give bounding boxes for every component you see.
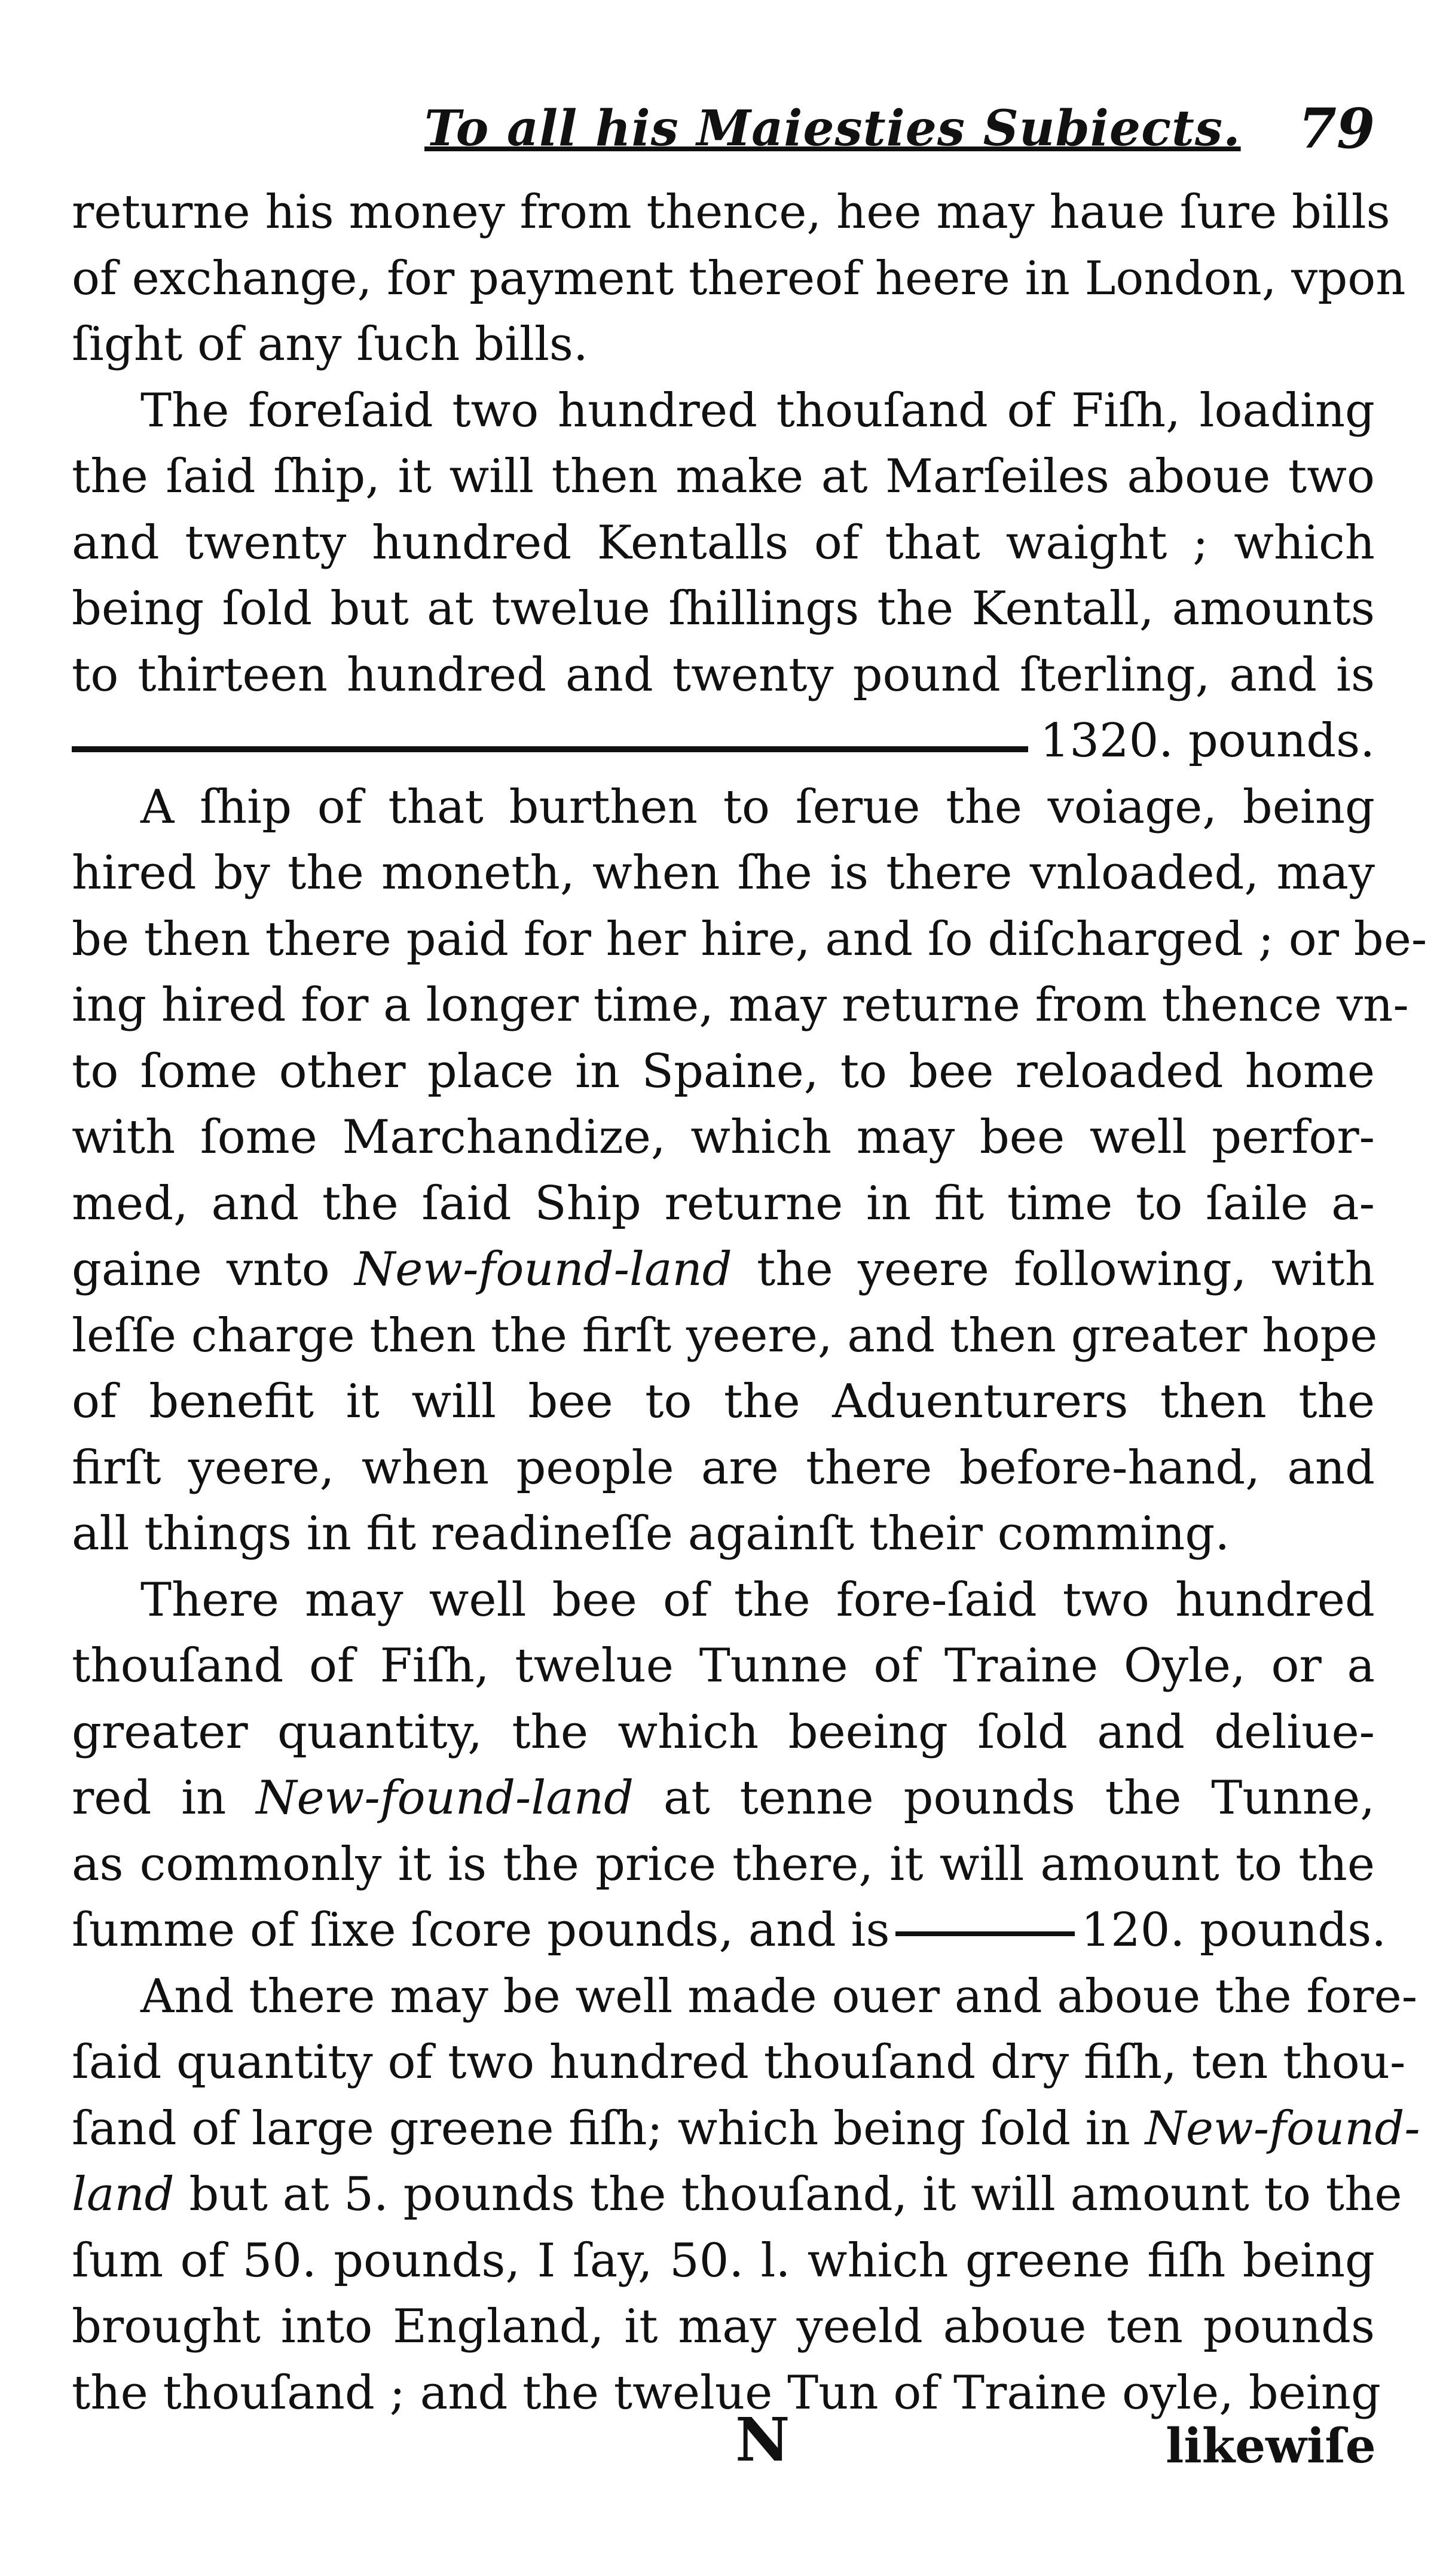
text-line: of exchange, for payment thereof heere in London, vpon (72, 251, 1406, 306)
dash-rule (895, 1931, 1075, 1936)
sum-amount: 120. pounds. (1081, 1903, 1387, 1957)
text-line (72, 1897, 1387, 1964)
text-line: hired by the moneth, when ſhe is there vnloaded, may (72, 846, 1375, 900)
text-line: the thouſand ; and the twelue Tun of Traine oyle, being (72, 2366, 1381, 2420)
text-line: as commonly it is the price there, it will amount to the (72, 1837, 1375, 1891)
text-line: And there may be well made ouer and aboue the fore- (140, 1969, 1418, 2023)
text-line: brought into England, it may yeeld aboue ten pounds (72, 2300, 1375, 2354)
place-name: New-found-land (256, 1771, 634, 1825)
dash-rule (72, 746, 1028, 752)
text-line: ſum of 50. pounds, I ſay, 50. l. which greene fiſh being (72, 2233, 1375, 2288)
text-line: firſt yeere, when people are there before-hand, and (72, 1440, 1375, 1495)
text-line: A ſhip of that burthen to ſerue the voiage, being (140, 780, 1375, 834)
place-name: land (72, 2168, 175, 2221)
place-name: New-found- (1145, 2101, 1420, 2156)
text-segment: red in (72, 1771, 256, 1825)
text-line: returne his money from thence, hee may haue ſure bills (72, 185, 1390, 239)
text-line (72, 2096, 1420, 2162)
text-line: greater quantity, the which beeing ſold and deliue- (72, 1705, 1375, 1759)
catchword: likewiſe (1166, 2418, 1376, 2474)
text-segment: the yeere following, with (732, 1243, 1375, 1296)
place-name: New-found-land (354, 1243, 732, 1296)
text-line: to thirteen hundred and twenty pound ſterling, and is (72, 648, 1375, 702)
text-line: ſaid quantity of two hundred thouſand dry fiſh, ten thou- (72, 2035, 1406, 2089)
running-head (72, 96, 1375, 167)
running-title: To all his Maiesties Subiects. (424, 100, 1241, 157)
text-line: all things in fit readineſſe againſt their comming. (72, 1507, 1230, 1561)
text-segment: at tenne pounds the Tunne, (634, 1771, 1375, 1825)
text-line: the ſaid ſhip, it will then make at Marſeiles aboue two (72, 450, 1375, 503)
text-line: of benefit it will bee to the Aduenturers then the (72, 1375, 1375, 1429)
body-text (72, 179, 1427, 2426)
text-segment: ſand of large greene fiſh; which being ſold in (72, 2101, 1145, 2156)
text-line (72, 1237, 1375, 1303)
sum-line (72, 708, 1375, 774)
text-line: with ſome Marchandize, which may bee well perfor- (72, 1110, 1375, 1164)
text-line: to ſome other place in Spaine, to bee reloaded home (72, 1044, 1375, 1098)
signature-mark: N (735, 2404, 790, 2475)
page-number: 79 (1298, 96, 1375, 161)
text-line (72, 1765, 1375, 1832)
text-line: The foreſaid two hundred thouſand of Fiſh, loading (140, 383, 1375, 438)
text-line: be then there paid for her hire, and ſo diſcharged ; or be- (72, 912, 1427, 966)
text-line: thouſand of Fiſh, twelue Tunne of Traine Oyle, or a (72, 1639, 1375, 1693)
text-line: ſight of any ſuch bills. (72, 318, 588, 371)
text-line: med, and the ſaid Ship returne in fit time to ſaile a- (72, 1176, 1375, 1231)
text-segment: ſumme of ſixe ſcore pounds, and is (72, 1903, 890, 1957)
text-line: There may well bee of the fore-ſaid two hundred (140, 1573, 1375, 1627)
sum-amount: 1320. pounds. (1040, 714, 1375, 768)
text-line: leſſe charge then the firſt yeere, and then greater hope (72, 1308, 1378, 1363)
text-line: being ſold but at twelue ſhillings the Kentall, amounts (72, 582, 1375, 636)
text-line: ing hired for a longer time, may returne from thence vn- (72, 978, 1409, 1032)
text-segment: gaine vnto (72, 1243, 354, 1296)
text-line: and twenty hundred Kentalls of that waight ; which (72, 515, 1375, 570)
text-segment: but at 5. pounds the thouſand, it will amount to the (174, 2168, 1402, 2221)
text-line (72, 2162, 1402, 2228)
